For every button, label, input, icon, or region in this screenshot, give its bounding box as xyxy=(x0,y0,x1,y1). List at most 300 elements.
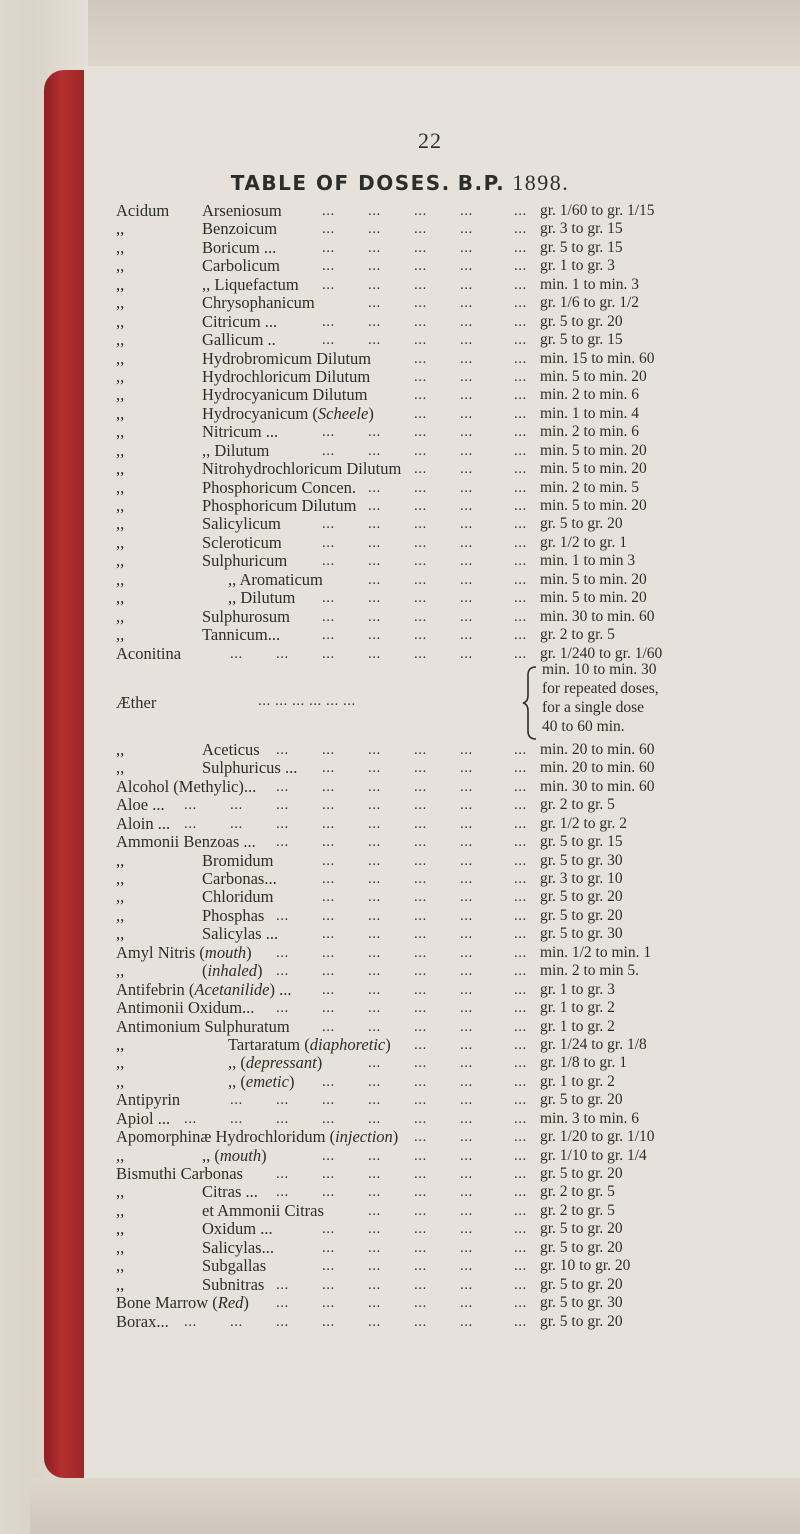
dot-leader: ... xyxy=(514,627,527,644)
ditto-mark: ,, xyxy=(116,625,125,645)
dot-leader: ... xyxy=(414,1129,427,1146)
dot-leader: ... xyxy=(460,944,473,961)
dot-leader: ... xyxy=(322,608,335,625)
dot-leader: ... xyxy=(414,889,427,906)
dot-leader: ... xyxy=(414,534,427,551)
dot-leader: ... xyxy=(368,1276,381,1293)
dose-range: gr. 3 to gr. 10 xyxy=(540,870,623,887)
dot-leader: ... xyxy=(184,815,197,832)
dot-leader: ... xyxy=(414,944,427,961)
ditto-mark: ,, xyxy=(116,422,125,442)
table-row xyxy=(0,1110,800,1128)
drug-name: Apomorphinæ Hydrochloridum (injection) xyxy=(116,1127,399,1147)
dot-leader: ... xyxy=(368,1295,381,1312)
dot-leader: ... xyxy=(322,627,335,644)
drug-name: Boricum ... xyxy=(202,237,277,257)
dot-leader: ... xyxy=(414,479,427,496)
dot-leader: ... xyxy=(414,1184,427,1201)
drug-name: Subgallas xyxy=(202,1256,267,1276)
dose-range: gr. 1/20 to gr. 1/10 xyxy=(540,1128,655,1146)
ditto-mark: ,, xyxy=(116,869,125,888)
aether-dose-line-3: for a single dose xyxy=(542,698,645,716)
drug-name: Alcohol (Methylic)... xyxy=(116,776,257,796)
dot-leader: ... xyxy=(368,534,381,551)
dot-leader: ... xyxy=(514,889,527,906)
dot-leader: ... xyxy=(368,313,381,330)
dot-leader: ... xyxy=(322,834,335,851)
dot-leader: ... xyxy=(322,516,335,533)
dot-leader: ... xyxy=(368,203,381,219)
dot-leader: ... xyxy=(414,461,427,478)
dot-leader: ... xyxy=(368,760,381,777)
dot-leader: ... xyxy=(460,424,473,441)
dot-leader: ... xyxy=(276,1092,289,1109)
dot-leader: ... xyxy=(414,498,427,514)
table-row xyxy=(0,645,800,663)
dot-leader: ... xyxy=(414,1202,427,1219)
table-row xyxy=(0,479,800,497)
dot-leader: ... xyxy=(460,1221,473,1238)
dot-leader: ... xyxy=(368,332,381,349)
dot-leader: ... xyxy=(322,203,335,219)
dose-range: gr. 1 to gr. 3 xyxy=(540,257,615,275)
dot-leader: ... xyxy=(276,1184,289,1201)
dot-leader: ... xyxy=(460,368,473,385)
dot-leader: ... xyxy=(276,778,289,795)
dot-leader: ... xyxy=(368,1166,381,1182)
dot-leader: ... xyxy=(368,834,381,851)
dot-leader: ... xyxy=(368,1018,381,1035)
dot-leader: ... xyxy=(322,1018,335,1035)
dot-leader: ... xyxy=(460,608,473,625)
drug-name: Borax... xyxy=(116,1311,169,1331)
dot-leader: ... xyxy=(514,852,527,869)
drug-name: Antimonii Oxidum... xyxy=(116,998,255,1018)
dot-leader: ... xyxy=(322,1000,335,1017)
dot-leader: ... xyxy=(276,815,289,832)
dot-leader: ... xyxy=(460,1073,473,1090)
dot-leader: ... xyxy=(460,442,473,459)
dot-leader: ... xyxy=(368,907,381,924)
dot-leader: ... xyxy=(322,852,335,869)
dose-range: gr. 5 to gr. 30 xyxy=(540,925,623,943)
drug-name: ,, Aromaticum xyxy=(228,569,323,589)
dot-leader: ... xyxy=(514,608,527,625)
ditto-mark: ,, xyxy=(116,293,125,313)
dose-range: min. 30 to min. 60 xyxy=(540,777,655,795)
dose-range: gr. 5 to gr. 20 xyxy=(540,515,623,533)
dot-leader: ... xyxy=(414,741,427,758)
table-row xyxy=(0,534,800,552)
ditto-mark: ,, xyxy=(116,274,125,294)
dot-leader: ... xyxy=(414,203,427,219)
dot-leader: ... xyxy=(368,571,381,588)
dot-leader: ... xyxy=(322,424,335,441)
dot-leader: ... xyxy=(368,944,381,961)
dot-leader: ... xyxy=(368,1092,381,1109)
dot-leader: ... xyxy=(322,1221,335,1238)
dot-leader: ... xyxy=(414,1258,427,1275)
dot-leader: ... xyxy=(414,1147,427,1164)
dose-range: min. 1 to min. 4 xyxy=(540,404,640,422)
dot-leader: ... xyxy=(460,553,473,570)
ditto-mark: ,, xyxy=(116,1034,125,1054)
dot-leader: ... xyxy=(276,1295,289,1312)
dose-range: gr. 1/240 to gr. 1/60 xyxy=(540,644,663,662)
dot-leader: ... xyxy=(368,963,381,980)
drug-name: Phosphoricum Concen. xyxy=(202,477,356,497)
dot-leader: ... xyxy=(322,1239,335,1256)
drug-name: Sulphuricus ... xyxy=(202,758,298,778)
dot-leader: ... xyxy=(460,350,473,367)
dot-leader: ... xyxy=(322,313,335,330)
dot-leader: ... xyxy=(322,926,335,943)
dot-leader: ... xyxy=(414,571,427,588)
dot-leader: ... xyxy=(514,741,527,758)
dot-leader: ... xyxy=(368,1147,381,1164)
dot-leader: ... xyxy=(414,1313,427,1330)
ditto-mark: ,, xyxy=(116,1274,125,1294)
dot-leader: ... xyxy=(460,1018,473,1035)
dot-leader: ... xyxy=(460,963,473,980)
dot-leader: ... xyxy=(414,852,427,869)
dot-leader: ... xyxy=(460,1129,473,1146)
dot-leader: ... xyxy=(414,258,427,275)
table-row xyxy=(0,239,800,257)
table-row xyxy=(0,907,800,925)
drug-name: Subnitras xyxy=(202,1274,265,1294)
dot-leader: ... xyxy=(514,834,527,851)
table-row xyxy=(0,962,800,980)
dot-leader: ... xyxy=(460,815,473,832)
dot-leader: ... xyxy=(368,981,381,998)
ditto-mark: ,, xyxy=(116,348,125,368)
table-row xyxy=(0,257,800,275)
dot-leader: ... xyxy=(322,963,335,980)
table-row xyxy=(0,852,800,870)
dot-leader: ... xyxy=(276,944,289,961)
ditto-mark: ,, xyxy=(116,961,125,981)
dot-leader: ... xyxy=(322,553,335,570)
dot-leader: ... xyxy=(368,553,381,570)
dot-leader: ... xyxy=(514,981,527,998)
dot-leader: ... xyxy=(460,1313,473,1330)
table-row xyxy=(0,313,800,331)
table-row xyxy=(0,1018,800,1036)
dot-leader: ... xyxy=(514,534,527,551)
table-row xyxy=(0,220,800,238)
ditto-mark: ,, xyxy=(116,1071,125,1091)
title-year: 1898. xyxy=(512,170,570,195)
ditto-mark: ,, xyxy=(116,1219,125,1239)
ditto-mark: ,, xyxy=(116,219,125,239)
table-row xyxy=(0,571,800,589)
dot-leader: ... xyxy=(322,944,335,961)
table-row xyxy=(0,276,800,294)
dose-range: min. 5 to min. 20 xyxy=(540,441,647,459)
dot-leader: ... xyxy=(414,645,427,662)
dot-leader: ... xyxy=(414,1055,427,1072)
dot-leader: ... xyxy=(368,516,381,533)
dot-leader: ... xyxy=(514,479,527,496)
dot-leader: ... xyxy=(414,1000,427,1017)
dot-leader: ... xyxy=(514,1239,527,1256)
dot-leader: ... xyxy=(460,571,473,588)
dose-range: gr. 2 to gr. 5 xyxy=(540,626,615,644)
table-row xyxy=(0,870,800,888)
dot-leader: ... xyxy=(276,1000,289,1017)
dot-leader: ... xyxy=(414,907,427,924)
title-main: TABLE OF DOSES. xyxy=(230,171,451,195)
table-row xyxy=(0,589,800,607)
dot-leader: ... xyxy=(368,1055,381,1072)
dot-leader: ... xyxy=(368,1184,381,1201)
ditto-mark: ,, xyxy=(116,330,125,350)
dot-leader: ... xyxy=(414,1018,427,1035)
drug-name: Hydrocyanicum Dilutum xyxy=(202,385,368,405)
dot-leader: ... xyxy=(230,815,243,832)
dot-leader: ... xyxy=(514,387,527,404)
dose-range: min. 2 to min. 6 xyxy=(540,423,640,441)
dot-leader: ... xyxy=(514,645,527,662)
ditto-mark: ,, xyxy=(116,1053,125,1073)
table-row xyxy=(0,833,800,851)
ditto-mark: ,, xyxy=(116,366,125,386)
drug-name: Chrysophanicum xyxy=(202,293,315,313)
curly-brace-icon xyxy=(522,665,540,741)
table-row xyxy=(0,796,800,814)
dose-range: gr. 5 to gr. 15 xyxy=(540,238,623,256)
dot-leader: ... xyxy=(460,797,473,814)
table-row xyxy=(0,202,800,220)
dose-range: gr. 2 to gr. 5 xyxy=(540,796,615,814)
dose-range: gr. 5 to gr. 15 xyxy=(540,331,623,349)
dot-leader: ... xyxy=(414,442,427,459)
ditto-mark: ,, xyxy=(116,606,125,626)
drug-name: (inhaled) xyxy=(202,961,263,981)
dot-leader: ... xyxy=(322,332,335,349)
dot-leader: ... xyxy=(368,1313,381,1330)
dose-range: min. 1 to min 3 xyxy=(540,552,636,570)
dot-leader: ... xyxy=(460,258,473,275)
dot-leader: ... xyxy=(460,479,473,496)
dose-range: gr. 2 to gr. 5 xyxy=(540,1201,615,1219)
ditto-mark: ,, xyxy=(116,924,125,944)
table-row xyxy=(0,815,800,833)
drug-name: Citras ... xyxy=(202,1182,258,1202)
dose-range: gr. 2 to gr. 5 xyxy=(540,1183,615,1201)
table-row xyxy=(0,1294,800,1312)
ditto-mark: ,, xyxy=(116,905,125,925)
drug-name: Apiol ... xyxy=(116,1108,171,1128)
drug-name: ,, Dilutum xyxy=(228,588,296,608)
dose-range: min. 2 to min 5. xyxy=(540,962,640,980)
dot-leader: ... xyxy=(514,332,527,349)
ditto-mark: ,, xyxy=(116,403,125,423)
dot-leader: ... xyxy=(514,516,527,533)
table-row xyxy=(0,331,800,349)
dose-range: min. 2 to min. 6 xyxy=(540,386,640,404)
dot-leader: ... xyxy=(460,907,473,924)
table-row xyxy=(0,460,800,478)
dot-leader: ... xyxy=(460,926,473,943)
dot-leader: ... xyxy=(414,926,427,943)
dot-leader: ... xyxy=(414,590,427,607)
drug-name: Bismuthi Carbonas xyxy=(116,1164,243,1183)
dose-table-part-2 xyxy=(0,741,800,1331)
page-number: 22 xyxy=(418,128,442,153)
table-row xyxy=(0,1128,800,1146)
dot-leader: ... xyxy=(514,1221,527,1238)
dot-leader: ... xyxy=(460,1184,473,1201)
dot-leader: ... xyxy=(414,332,427,349)
dot-leader: ... xyxy=(460,1000,473,1017)
dot-leader: ... xyxy=(184,1313,197,1330)
ditto-mark: ,, xyxy=(116,237,125,257)
dot-leader: ... xyxy=(322,1184,335,1201)
dot-leader: ... xyxy=(276,907,289,924)
dose-range: gr. 5 to gr. 20 xyxy=(540,1275,623,1293)
dot-leader: ... xyxy=(514,461,527,478)
dot-leader: ... xyxy=(322,534,335,551)
dot-leader: ... xyxy=(514,1166,527,1182)
dot-leader: ... xyxy=(460,1110,473,1127)
dot-leader: ... xyxy=(460,516,473,533)
dot-leader: ... xyxy=(414,239,427,256)
dot-leader: ... xyxy=(322,760,335,777)
dot-leader: ... xyxy=(322,889,335,906)
dose-range: gr. 5 to gr. 30 xyxy=(540,1294,623,1312)
dot-leader: ... xyxy=(460,276,473,293)
table-row xyxy=(0,759,800,777)
drug-name: Nitricum ... xyxy=(202,422,279,442)
dot-leader: ... xyxy=(414,1092,427,1109)
drug-name: Aloin ... xyxy=(116,813,171,833)
dot-leader: ... xyxy=(460,760,473,777)
dot-leader: ... xyxy=(414,1166,427,1182)
aether-entry xyxy=(0,660,800,741)
drug-name: Salicylas... xyxy=(202,1237,274,1257)
dot-leader: ... xyxy=(322,1073,335,1090)
dose-range: gr. 5 to gr. 20 xyxy=(540,1312,623,1330)
table-row xyxy=(0,1257,800,1275)
dot-leader: ... xyxy=(460,852,473,869)
dose-range: min. 15 to min. 60 xyxy=(540,349,655,367)
dose-range: min. 5 to min. 20 xyxy=(540,460,647,478)
dose-range: gr. 1/10 to gr. 1/4 xyxy=(540,1146,647,1164)
dot-leader: ... xyxy=(460,889,473,906)
dot-leader: ... xyxy=(460,741,473,758)
dose-range: gr. 1/24 to gr. 1/8 xyxy=(540,1035,647,1053)
dot-leader: ... xyxy=(230,1313,243,1330)
dose-range: gr. 5 to gr. 20 xyxy=(540,1220,623,1238)
ditto-mark: ,, xyxy=(116,887,125,907)
dot-leader: ... xyxy=(514,258,527,275)
dose-range: min. 3 to min. 6 xyxy=(540,1109,640,1127)
dot-leader: ... xyxy=(368,608,381,625)
dot-leader: ... xyxy=(460,834,473,851)
dot-leader: ... xyxy=(322,221,335,238)
dot-leader: ... xyxy=(514,350,527,367)
dose-range: min. 1 to min. 3 xyxy=(540,275,640,293)
dose-table-part-1 xyxy=(0,202,800,663)
drug-name: Ammonii Benzoas ... xyxy=(116,832,256,852)
dot-leader: ... xyxy=(514,295,527,312)
dot-leader: ... xyxy=(414,1110,427,1127)
dot-leader: ... xyxy=(514,926,527,943)
dot-leader: ... xyxy=(460,1202,473,1219)
drug-name: Gallicum .. xyxy=(202,330,276,350)
dot-leader: ... xyxy=(368,741,381,758)
dot-leader: ... xyxy=(514,963,527,980)
dot-leader: ... xyxy=(460,1092,473,1109)
drug-name: Antipyrin xyxy=(116,1090,181,1110)
dot-leader: ... xyxy=(414,981,427,998)
drug-name: Tannicum... xyxy=(202,625,281,645)
drug-name: Sulphurosum xyxy=(202,606,291,626)
dot-leader: ... xyxy=(276,963,289,980)
table-row xyxy=(0,778,800,796)
dot-leader: ... xyxy=(514,313,527,330)
drug-name: Hydrochloricum Dilutum xyxy=(202,366,371,386)
ditto-mark: ,, xyxy=(116,477,125,497)
dot-leader: ... xyxy=(460,239,473,256)
dose-range: gr. 5 to gr. 20 xyxy=(540,888,623,906)
dot-leader: ... xyxy=(322,442,335,459)
ditto-mark: ,, xyxy=(116,256,125,276)
dose-range: min. 5 to min. 20 xyxy=(540,589,647,607)
dose-range: gr. 5 to gr. 20 xyxy=(540,312,623,330)
dot-leader: ... xyxy=(460,1055,473,1072)
table-row xyxy=(0,1147,800,1165)
dot-leader: ... xyxy=(368,1202,381,1219)
dot-leader: ... xyxy=(414,424,427,441)
dot-leader: ... xyxy=(460,295,473,312)
table-row xyxy=(0,925,800,943)
dot-leader: ... xyxy=(514,944,527,961)
dot-leader: ... xyxy=(322,590,335,607)
dot-leader: ... xyxy=(414,1295,427,1312)
dot-leader: ... xyxy=(322,1258,335,1275)
dot-leader: ... xyxy=(322,741,335,758)
dot-leader: ... xyxy=(322,1092,335,1109)
dot-leader: ... xyxy=(514,797,527,814)
dose-range: gr. 5 to gr. 20 xyxy=(540,1165,623,1182)
dot-leader: ... xyxy=(322,1276,335,1293)
dot-leader: ... xyxy=(414,516,427,533)
dot-leader: ... xyxy=(368,627,381,644)
dot-leader: ... xyxy=(368,889,381,906)
dot-leader: ... xyxy=(276,645,289,662)
dot-leader: ... xyxy=(514,276,527,293)
ditto-mark: ,, xyxy=(116,311,125,331)
dot-leader: ... xyxy=(514,871,527,887)
dose-range: gr. 1 to gr. 2 xyxy=(540,999,615,1017)
dot-leader: ... xyxy=(368,424,381,441)
dot-leader: ... xyxy=(322,239,335,256)
dot-leader: ... xyxy=(322,276,335,293)
dot-leader: ... xyxy=(460,1258,473,1275)
drug-name: Hydrobromicum Dilutum xyxy=(202,348,372,368)
dot-leader: ... xyxy=(230,1092,243,1109)
dose-range: gr. 1 to gr. 2 xyxy=(540,1072,615,1090)
dot-leader: ... xyxy=(514,1276,527,1293)
dot-leader: ... xyxy=(460,313,473,330)
drug-name: Tartaratum (diaphoretic) xyxy=(228,1034,391,1054)
dose-range: min. 5 to min. 20 xyxy=(540,497,647,514)
drug-name: Antimonium Sulphuratum xyxy=(116,1016,290,1036)
dose-range: gr. 10 to gr. 20 xyxy=(540,1257,631,1275)
